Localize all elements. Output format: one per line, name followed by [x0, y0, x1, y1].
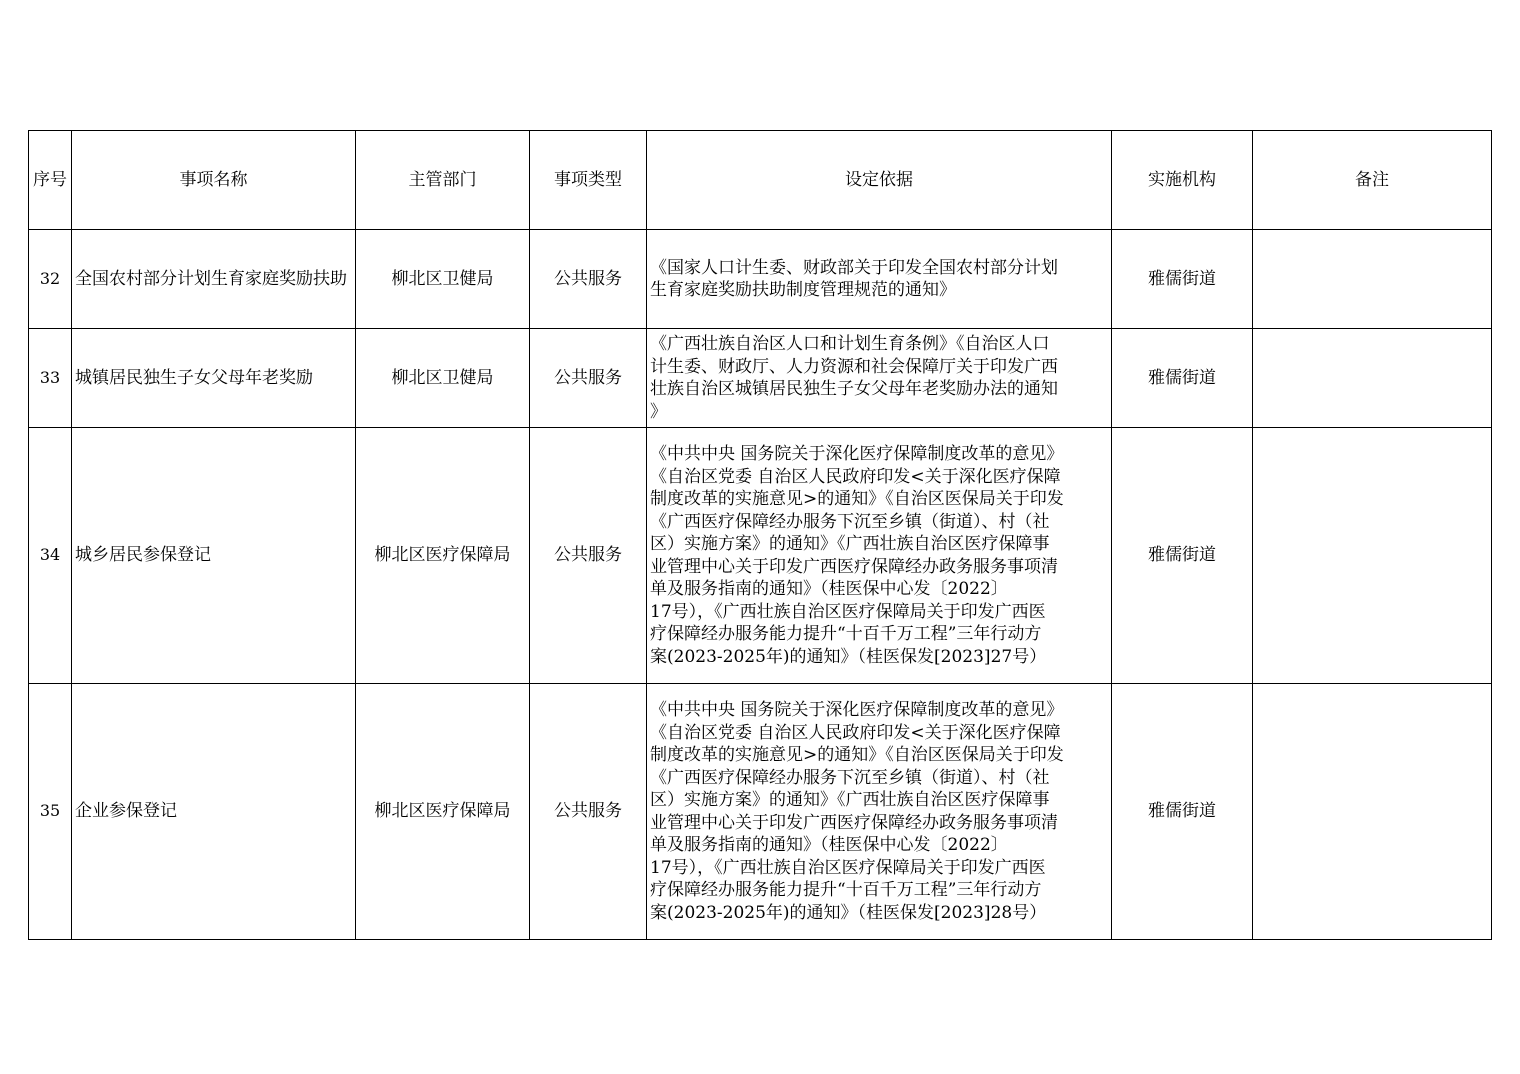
header-row [29, 131, 1492, 230]
cell-note [1253, 684, 1492, 940]
cell-basis: 《广西壮族自治区人口和计划生育条例》《自治区人口 计生委、财政厅、人力资源和社会保障厅关于印发广西 壮族自治区城镇居民独生子女父母年老奖励办法的通知 》 [647, 329, 1112, 428]
cell-org: 雅儒街道 [1112, 329, 1253, 428]
cell-type: 公共服务 [530, 684, 647, 940]
header-note: 备注 [1253, 131, 1492, 230]
cell-no: 35 [29, 684, 72, 940]
cell-no: 33 [29, 329, 72, 428]
cell-org: 雅儒街道 [1112, 428, 1253, 684]
cell-name: 企业参保登记 [72, 684, 356, 940]
cell-type: 公共服务 [530, 230, 647, 329]
cell-dept: 柳北区医疗保障局 [356, 684, 530, 940]
header-basis: 设定依据 [647, 131, 1112, 230]
table-row [29, 684, 1492, 940]
header-type: 事项类型 [530, 131, 647, 230]
header-org: 实施机构 [1112, 131, 1253, 230]
cell-dept: 柳北区卫健局 [356, 230, 530, 329]
cell-basis: 《中共中央 国务院关于深化医疗保障制度改革的意见》 《自治区党委 自治区人民政府印发<关于深化医疗保障 制度改革的实施意见>的通知》《自治区医保局关于印发 《广西医疗保障经办服务下沉至乡镇（街道）、村（社 区）实施方案》的通知》《广西壮族自治区医疗保障事 业管理中心关于印发广西医疗保障经办政务服务事项清 单及服务指南的通知》（桂医保中心发〔2022〕 17号），《广西壮族自治区医疗保障局关于印发广西医 疗保障经办服务能力提升“十百千万工程”三年行动方 案(2023-2025年)的通知》（桂医保发[2023]28号） [647, 684, 1112, 940]
header-dept: 主管部门 [356, 131, 530, 230]
cell-note [1253, 329, 1492, 428]
cell-name: 城乡居民参保登记 [72, 428, 356, 684]
cell-basis: 《中共中央 国务院关于深化医疗保障制度改革的意见》 《自治区党委 自治区人民政府印发<关于深化医疗保障 制度改革的实施意见>的通知》《自治区医保局关于印发 《广西医疗保障经办服务下沉至乡镇（街道）、村（社 区）实施方案》的通知》《广西壮族自治区医疗保障事 业管理中心关于印发广西医疗保障经办政务服务事项清 单及服务指南的通知》（桂医保中心发〔2022〕 17号），《广西壮族自治区医疗保障局关于印发广西医 疗保障经办服务能力提升“十百千万工程”三年行动方 案(2023-2025年)的通知》（桂医保发[2023]27号） [647, 428, 1112, 684]
cell-name: 城镇居民独生子女父母年老奖励 [72, 329, 356, 428]
cell-org: 雅儒街道 [1112, 230, 1253, 329]
cell-no: 32 [29, 230, 72, 329]
cell-org: 雅儒街道 [1112, 684, 1253, 940]
table-row [29, 329, 1492, 428]
cell-note [1253, 428, 1492, 684]
cell-dept: 柳北区卫健局 [356, 329, 530, 428]
header-name: 事项名称 [72, 131, 356, 230]
table-row [29, 428, 1492, 684]
service-items-table [28, 130, 1492, 940]
cell-name: 全国农村部分计划生育家庭奖励扶助 [72, 230, 356, 329]
cell-dept: 柳北区医疗保障局 [356, 428, 530, 684]
cell-type: 公共服务 [530, 329, 647, 428]
table-row [29, 230, 1492, 329]
cell-note [1253, 230, 1492, 329]
cell-type: 公共服务 [530, 428, 647, 684]
header-no: 序号 [29, 131, 72, 230]
cell-no: 34 [29, 428, 72, 684]
cell-basis: 《国家人口计生委、财政部关于印发全国农村部分计划 生育家庭奖励扶助制度管理规范的通知》 [647, 230, 1112, 329]
